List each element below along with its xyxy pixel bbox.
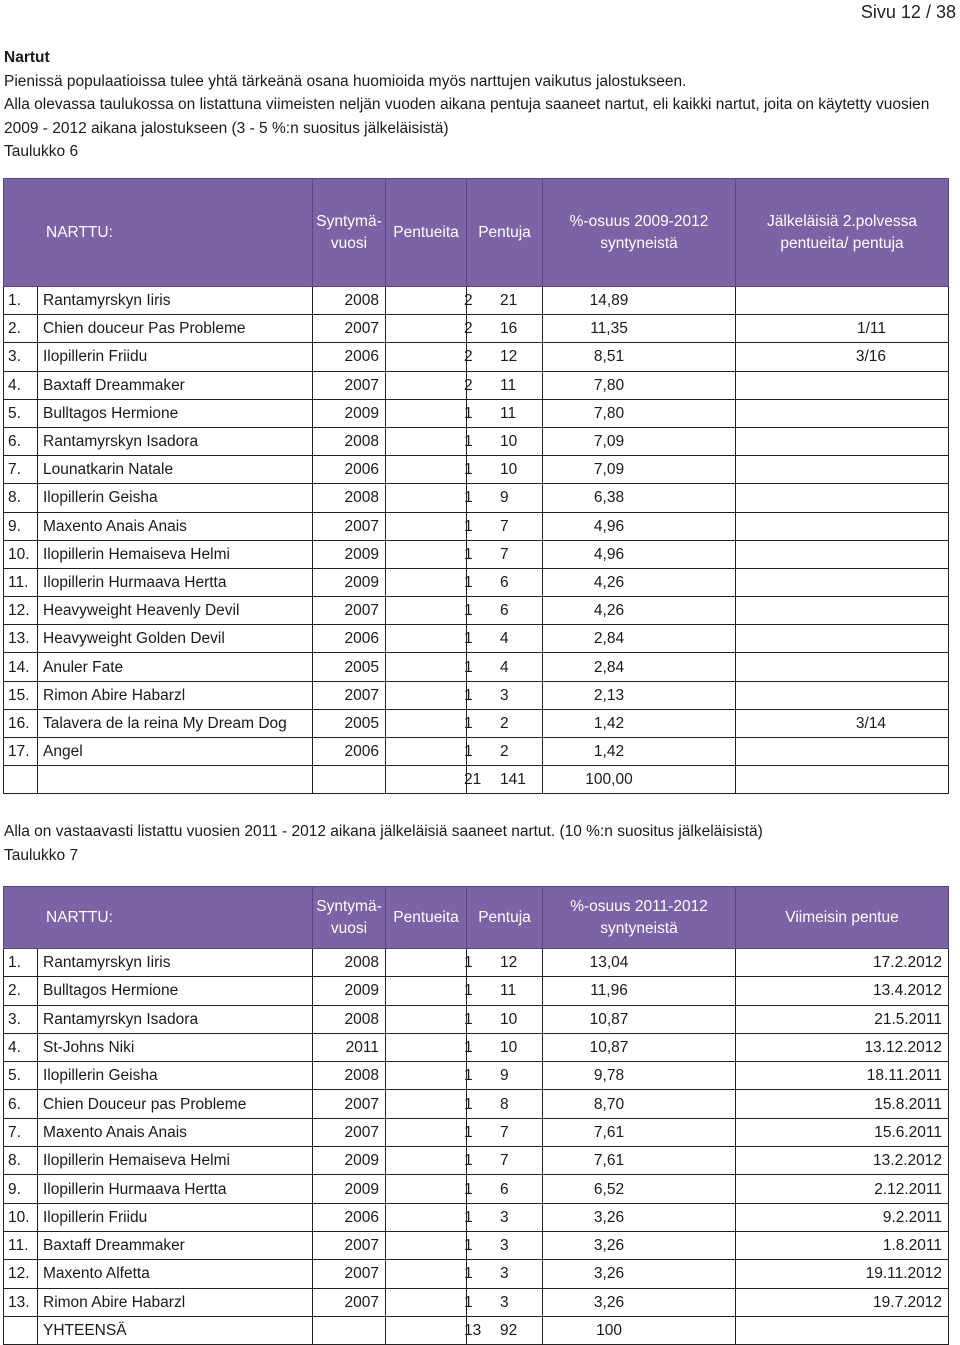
- header-pentuja: Pentuja: [467, 179, 543, 287]
- header-name: NARTTU:: [4, 179, 313, 287]
- dog-name-cell: Bulltagos Hermione: [38, 399, 313, 427]
- birth-year-cell: 2008: [313, 1005, 386, 1033]
- litters-count-cell: 1: [386, 1062, 467, 1090]
- page-number: [861, 2, 956, 23]
- dog-name-cell: Ilopillerin Hurmaava Hertta: [38, 568, 313, 596]
- birth-year-cell: 2009: [313, 568, 386, 596]
- dog-name-cell: Heavyweight Heavenly Devil: [38, 597, 313, 625]
- percentage-cell: 100,00: [543, 766, 736, 794]
- last-litter-date-cell: 18.11.2011: [736, 1062, 949, 1090]
- page-separator: /: [925, 2, 931, 22]
- offspring-ratio-cell: [736, 597, 949, 625]
- table-row: [4, 681, 949, 709]
- row-number-cell: 5.: [4, 399, 38, 427]
- birth-year-cell: 2007: [313, 1090, 386, 1118]
- dog-name-cell: Ilopillerin Hemaiseva Helmi: [38, 1147, 313, 1175]
- table7-intro: [4, 820, 954, 867]
- row-number-cell: 11.: [4, 1231, 38, 1259]
- litters-count-cell: 1: [386, 1033, 467, 1061]
- puppies-count-cell: 8: [467, 1090, 543, 1118]
- row-number-cell: 7.: [4, 456, 38, 484]
- litters-count-cell: 2: [386, 315, 467, 343]
- last-litter-date-cell: 19.7.2012: [736, 1288, 949, 1316]
- litters-count-cell: 1: [386, 738, 467, 766]
- row-number-cell: [4, 1316, 38, 1344]
- table-row: [4, 653, 949, 681]
- last-litter-date-cell: 9.2.2011: [736, 1203, 949, 1231]
- percentage-cell: 7,80: [543, 371, 736, 399]
- section-title: Nartut: [4, 49, 50, 66]
- table-6: [3, 178, 949, 794]
- birth-year-cell: 2005: [313, 653, 386, 681]
- header-pct: %-osuus 2009-2012 syntyneistä: [543, 179, 736, 287]
- puppies-count-cell: 2: [467, 709, 543, 737]
- table-row: [4, 371, 949, 399]
- percentage-cell: 7,09: [543, 427, 736, 455]
- litters-count-cell: 1: [386, 597, 467, 625]
- litters-count-cell: 1: [386, 1147, 467, 1175]
- last-litter-date-cell: 21.5.2011: [736, 1005, 949, 1033]
- intro-paragraph-2: Alla olevassa taulukossa on listattuna viimeisten neljän vuoden aikana pentuja saaneet nartut, eli kaikki nartut, joita on käytetty vuosien 2009 - 2012 aikana jalostukseen (3 - 5 %:n suositus jälkeläisistä): [4, 96, 930, 137]
- offspring-ratio-cell: 1/11: [736, 315, 949, 343]
- row-number-cell: 14.: [4, 653, 38, 681]
- table-row: [4, 568, 949, 596]
- puppies-count-cell: 11: [467, 399, 543, 427]
- last-litter-date-cell: 2.12.2011: [736, 1175, 949, 1203]
- table-row: [4, 977, 949, 1005]
- table-row: [4, 399, 949, 427]
- birth-year-cell: 2008: [313, 949, 386, 977]
- litters-count-cell: 1: [386, 1118, 467, 1146]
- row-number-cell: 6.: [4, 427, 38, 455]
- puppies-count-cell: 3: [467, 681, 543, 709]
- row-number-cell: 3.: [4, 343, 38, 371]
- dog-name-cell: Rantamyrskyn Isadora: [38, 1005, 313, 1033]
- birth-year-cell: 2009: [313, 977, 386, 1005]
- percentage-cell: 14,89: [543, 287, 736, 315]
- puppies-count-cell: 10: [467, 456, 543, 484]
- dog-name-cell: Rimon Abire Habarzl: [38, 681, 313, 709]
- offspring-ratio-cell: [736, 456, 949, 484]
- birth-year-cell: 2006: [313, 343, 386, 371]
- table-row: [4, 738, 949, 766]
- dog-name-cell: Maxento Alfetta: [38, 1260, 313, 1288]
- litters-count-cell: 1: [386, 1175, 467, 1203]
- percentage-cell: 7,09: [543, 456, 736, 484]
- percentage-cell: 9,78: [543, 1062, 736, 1090]
- puppies-count-cell: 12: [467, 949, 543, 977]
- litters-count-cell: 1: [386, 568, 467, 596]
- table-row: [4, 540, 949, 568]
- table-6-body: [4, 287, 949, 794]
- last-litter-date-cell: 1.8.2011: [736, 1231, 949, 1259]
- birth-year-cell: 2006: [313, 738, 386, 766]
- header-pct: %-osuus 2011-2012 syntyneistä: [543, 887, 736, 949]
- dog-name-cell: Rantamyrskyn Iiris: [38, 287, 313, 315]
- last-litter-date-cell: 15.8.2011: [736, 1090, 949, 1118]
- litters-count-cell: 1: [386, 1231, 467, 1259]
- offspring-ratio-cell: [736, 427, 949, 455]
- birth-year-cell: 2006: [313, 625, 386, 653]
- row-number-cell: 12.: [4, 1260, 38, 1288]
- header-offspring: Jälkeläisiä 2.polvessa pentueita/ pentuja: [736, 179, 949, 287]
- row-number-cell: 1.: [4, 949, 38, 977]
- percentage-cell: 8,70: [543, 1090, 736, 1118]
- puppies-count-cell: 9: [467, 1062, 543, 1090]
- litters-count-cell: 1: [386, 1260, 467, 1288]
- table-total-row: [4, 1316, 949, 1344]
- row-number-cell: 12.: [4, 597, 38, 625]
- offspring-ratio-cell: 3/14: [736, 709, 949, 737]
- percentage-cell: 6,52: [543, 1175, 736, 1203]
- puppies-count-cell: 4: [467, 653, 543, 681]
- table-row: [4, 287, 949, 315]
- puppies-count-cell: 12: [467, 343, 543, 371]
- birth-year-cell: 2006: [313, 456, 386, 484]
- dog-name-cell: Baxtaff Dreammaker: [38, 371, 313, 399]
- last-litter-date-cell: 13.12.2012: [736, 1033, 949, 1061]
- litters-count-cell: 1: [386, 1005, 467, 1033]
- puppies-count-cell: 141: [467, 766, 543, 794]
- percentage-cell: 3,26: [543, 1203, 736, 1231]
- last-litter-date-cell: [736, 1316, 949, 1344]
- percentage-cell: 4,96: [543, 512, 736, 540]
- table-row: [4, 315, 949, 343]
- table-row: [4, 1175, 949, 1203]
- row-number-cell: 8.: [4, 484, 38, 512]
- dog-name-cell: Angel: [38, 738, 313, 766]
- puppies-count-cell: 7: [467, 512, 543, 540]
- table-row: [4, 1033, 949, 1061]
- birth-year-cell: 2005: [313, 709, 386, 737]
- dog-name-cell: Rantamyrskyn Iiris: [38, 949, 313, 977]
- percentage-cell: 3,26: [543, 1260, 736, 1288]
- table7-caption: Taulukko 7: [4, 846, 79, 864]
- row-number-cell: 11.: [4, 568, 38, 596]
- table-row: [4, 1147, 949, 1175]
- puppies-count-cell: 11: [467, 977, 543, 1005]
- litters-count-cell: 1: [386, 1090, 467, 1118]
- row-number-cell: 8.: [4, 1147, 38, 1175]
- puppies-count-cell: 10: [467, 1005, 543, 1033]
- birth-year-cell: 2007: [313, 1260, 386, 1288]
- birth-year-cell: 2008: [313, 287, 386, 315]
- table-row: [4, 1062, 949, 1090]
- table6-caption: Taulukko 6: [4, 143, 79, 160]
- litters-count-cell: 1: [386, 709, 467, 737]
- percentage-cell: 11,35: [543, 315, 736, 343]
- table7-intro-text: Alla on vastaavasti listattu vuosien 2011 - 2012 aikana jälkeläisiä saaneet nartut. (10 %:n suositus jälkeläisistä): [4, 823, 763, 840]
- birth-year-cell: [313, 766, 386, 794]
- table-row: [4, 949, 949, 977]
- puppies-count-cell: 3: [467, 1288, 543, 1316]
- birth-year-cell: 2007: [313, 1288, 386, 1316]
- dog-name-cell: Ilopillerin Friidu: [38, 1203, 313, 1231]
- dog-name-cell: Baxtaff Dreammaker: [38, 1231, 313, 1259]
- table-row: [4, 1005, 949, 1033]
- last-litter-date-cell: 15.6.2011: [736, 1118, 949, 1146]
- table-7-body: [4, 949, 949, 1345]
- birth-year-cell: 2007: [313, 597, 386, 625]
- litters-count-cell: 2: [386, 343, 467, 371]
- birth-year-cell: 2007: [313, 1231, 386, 1259]
- percentage-cell: 10,87: [543, 1005, 736, 1033]
- birth-year-cell: 2009: [313, 1175, 386, 1203]
- offspring-ratio-cell: 3/16: [736, 343, 949, 371]
- header-pentueita: Pentueita: [386, 179, 467, 287]
- row-number-cell: 15.: [4, 681, 38, 709]
- litters-count-cell: 1: [386, 399, 467, 427]
- offspring-ratio-cell: [736, 738, 949, 766]
- intro-section: [4, 46, 954, 164]
- litters-count-cell: 1: [386, 484, 467, 512]
- table-row: [4, 709, 949, 737]
- birth-year-cell: 2009: [313, 1147, 386, 1175]
- row-number-cell: 3.: [4, 1005, 38, 1033]
- puppies-count-cell: 6: [467, 568, 543, 596]
- offspring-ratio-cell: [736, 540, 949, 568]
- table-row: [4, 512, 949, 540]
- litters-count-cell: 1: [386, 653, 467, 681]
- dog-name-cell: St-Johns Niki: [38, 1033, 313, 1061]
- puppies-count-cell: 6: [467, 597, 543, 625]
- row-number-cell: 13.: [4, 625, 38, 653]
- puppies-count-cell: 4: [467, 625, 543, 653]
- page-label: Sivu: [860, 2, 896, 22]
- litters-count-cell: 1: [386, 1203, 467, 1231]
- page-total: 38: [935, 2, 956, 22]
- litters-count-cell: 21: [386, 766, 467, 794]
- dog-name-cell: Ilopillerin Friidu: [38, 343, 313, 371]
- header-last-litter: Viimeisin pentue: [736, 887, 949, 949]
- table-row: [4, 343, 949, 371]
- row-number-cell: 9.: [4, 1175, 38, 1203]
- puppies-count-cell: 7: [467, 1147, 543, 1175]
- dog-name-cell: Ilopillerin Geisha: [38, 484, 313, 512]
- litters-count-cell: 2: [386, 287, 467, 315]
- last-litter-date-cell: 17.2.2012: [736, 949, 949, 977]
- table-7: [3, 886, 949, 1345]
- dog-name-cell: Rimon Abire Habarzl: [38, 1288, 313, 1316]
- birth-year-cell: 2007: [313, 512, 386, 540]
- dog-name-cell: Heavyweight Golden Devil: [38, 625, 313, 653]
- table-row: [4, 625, 949, 653]
- percentage-cell: 100: [543, 1316, 736, 1344]
- dog-name-cell: [38, 766, 313, 794]
- birth-year-cell: 2008: [313, 1062, 386, 1090]
- offspring-ratio-cell: [736, 371, 949, 399]
- percentage-cell: 4,26: [543, 597, 736, 625]
- percentage-cell: 11,96: [543, 977, 736, 1005]
- dog-name-cell: Chien Douceur pas Probleme: [38, 1090, 313, 1118]
- birth-year-cell: 2009: [313, 540, 386, 568]
- dog-name-cell: Maxento Anais Anais: [38, 1118, 313, 1146]
- row-number-cell: 4.: [4, 1033, 38, 1061]
- row-number-cell: 17.: [4, 738, 38, 766]
- header-year: Syntymä- vuosi: [313, 179, 386, 287]
- table-row: [4, 484, 949, 512]
- table-row: [4, 1203, 949, 1231]
- percentage-cell: 3,26: [543, 1288, 736, 1316]
- percentage-cell: 7,61: [543, 1118, 736, 1146]
- puppies-count-cell: 3: [467, 1260, 543, 1288]
- percentage-cell: 13,04: [543, 949, 736, 977]
- header-name: NARTTU:: [4, 887, 313, 949]
- litters-count-cell: 13: [386, 1316, 467, 1344]
- birth-year-cell: 2007: [313, 1118, 386, 1146]
- intro-paragraph-1: Pienissä populaatioissa tulee yhtä tärkeänä osana huomioida myös narttujen vaikutus jalostukseen.: [4, 72, 687, 90]
- puppies-count-cell: 92: [467, 1316, 543, 1344]
- percentage-cell: 8,51: [543, 343, 736, 371]
- dog-name-cell: Lounatkarin Natale: [38, 456, 313, 484]
- row-number-cell: 9.: [4, 512, 38, 540]
- birth-year-cell: 2009: [313, 399, 386, 427]
- row-number-cell: 13.: [4, 1288, 38, 1316]
- percentage-cell: 1,42: [543, 738, 736, 766]
- puppies-count-cell: 11: [467, 371, 543, 399]
- offspring-ratio-cell: [736, 512, 949, 540]
- litters-count-cell: 1: [386, 681, 467, 709]
- row-number-cell: 16.: [4, 709, 38, 737]
- percentage-cell: 1,42: [543, 709, 736, 737]
- table-row: [4, 1090, 949, 1118]
- table-header-row: [4, 887, 949, 949]
- puppies-count-cell: 3: [467, 1231, 543, 1259]
- percentage-cell: 7,61: [543, 1147, 736, 1175]
- dog-name-cell: Maxento Anais Anais: [38, 512, 313, 540]
- percentage-cell: 2,84: [543, 653, 736, 681]
- litters-count-cell: 2: [386, 371, 467, 399]
- puppies-count-cell: 10: [467, 427, 543, 455]
- dog-name-cell: Rantamyrskyn Isadora: [38, 427, 313, 455]
- percentage-cell: 3,26: [543, 1231, 736, 1259]
- row-number-cell: 6.: [4, 1090, 38, 1118]
- table-row: [4, 1118, 949, 1146]
- litters-count-cell: 1: [386, 456, 467, 484]
- puppies-count-cell: 3: [467, 1203, 543, 1231]
- puppies-count-cell: 16: [467, 315, 543, 343]
- table-row: [4, 1288, 949, 1316]
- row-number-cell: 10.: [4, 540, 38, 568]
- offspring-ratio-cell: [736, 568, 949, 596]
- dog-name-cell: Chien douceur Pas Probleme: [38, 315, 313, 343]
- percentage-cell: 4,26: [543, 568, 736, 596]
- row-number-cell: 5.: [4, 1062, 38, 1090]
- birth-year-cell: [313, 1316, 386, 1344]
- birth-year-cell: 2011: [313, 1033, 386, 1061]
- litters-count-cell: 1: [386, 512, 467, 540]
- puppies-count-cell: 10: [467, 1033, 543, 1061]
- puppies-count-cell: 9: [467, 484, 543, 512]
- dog-name-cell: Ilopillerin Geisha: [38, 1062, 313, 1090]
- offspring-ratio-cell: [736, 653, 949, 681]
- offspring-ratio-cell: [736, 399, 949, 427]
- page-current: 12: [900, 2, 921, 22]
- row-number-cell: 7.: [4, 1118, 38, 1146]
- litters-count-cell: 1: [386, 949, 467, 977]
- row-number-cell: 1.: [4, 287, 38, 315]
- percentage-cell: 6,38: [543, 484, 736, 512]
- dog-name-cell: Anuler Fate: [38, 653, 313, 681]
- table-header-row: [4, 179, 949, 287]
- header-pentuja: Pentuja: [467, 887, 543, 949]
- row-number-cell: 10.: [4, 1203, 38, 1231]
- birth-year-cell: 2006: [313, 1203, 386, 1231]
- birth-year-cell: 2007: [313, 315, 386, 343]
- table-total-row: [4, 766, 949, 794]
- percentage-cell: 2,13: [543, 681, 736, 709]
- birth-year-cell: 2008: [313, 484, 386, 512]
- last-litter-date-cell: 19.11.2012: [736, 1260, 949, 1288]
- row-number-cell: 2.: [4, 977, 38, 1005]
- birth-year-cell: 2007: [313, 371, 386, 399]
- puppies-count-cell: 21: [467, 287, 543, 315]
- dog-name-cell: YHTEENSÄ: [38, 1316, 313, 1344]
- puppies-count-cell: 7: [467, 540, 543, 568]
- offspring-ratio-cell: [736, 287, 949, 315]
- birth-year-cell: 2007: [313, 681, 386, 709]
- table-row: [4, 597, 949, 625]
- offspring-ratio-cell: [736, 484, 949, 512]
- dog-name-cell: Bulltagos Hermione: [38, 977, 313, 1005]
- percentage-cell: 2,84: [543, 625, 736, 653]
- litters-count-cell: 1: [386, 1288, 467, 1316]
- litters-count-cell: 1: [386, 427, 467, 455]
- percentage-cell: 4,96: [543, 540, 736, 568]
- litters-count-cell: 1: [386, 540, 467, 568]
- puppies-count-cell: 7: [467, 1118, 543, 1146]
- birth-year-cell: 2008: [313, 427, 386, 455]
- puppies-count-cell: 2: [467, 738, 543, 766]
- table-row: [4, 1231, 949, 1259]
- percentage-cell: 10,87: [543, 1033, 736, 1061]
- table-row: [4, 427, 949, 455]
- percentage-cell: 7,80: [543, 399, 736, 427]
- last-litter-date-cell: 13.2.2012: [736, 1147, 949, 1175]
- table-row: [4, 1260, 949, 1288]
- offspring-ratio-cell: [736, 681, 949, 709]
- header-year: Syntymä- vuosi: [313, 887, 386, 949]
- header-pentueita: Pentueita: [386, 887, 467, 949]
- puppies-count-cell: 6: [467, 1175, 543, 1203]
- row-number-cell: [4, 766, 38, 794]
- offspring-ratio-cell: [736, 766, 949, 794]
- dog-name-cell: Ilopillerin Hurmaava Hertta: [38, 1175, 313, 1203]
- row-number-cell: 4.: [4, 371, 38, 399]
- dog-name-cell: Talavera de la reina My Dream Dog: [38, 709, 313, 737]
- litters-count-cell: 1: [386, 625, 467, 653]
- litters-count-cell: 1: [386, 977, 467, 1005]
- row-number-cell: 2.: [4, 315, 38, 343]
- table-row: [4, 456, 949, 484]
- dog-name-cell: Ilopillerin Hemaiseva Helmi: [38, 540, 313, 568]
- offspring-ratio-cell: [736, 625, 949, 653]
- last-litter-date-cell: 13.4.2012: [736, 977, 949, 1005]
